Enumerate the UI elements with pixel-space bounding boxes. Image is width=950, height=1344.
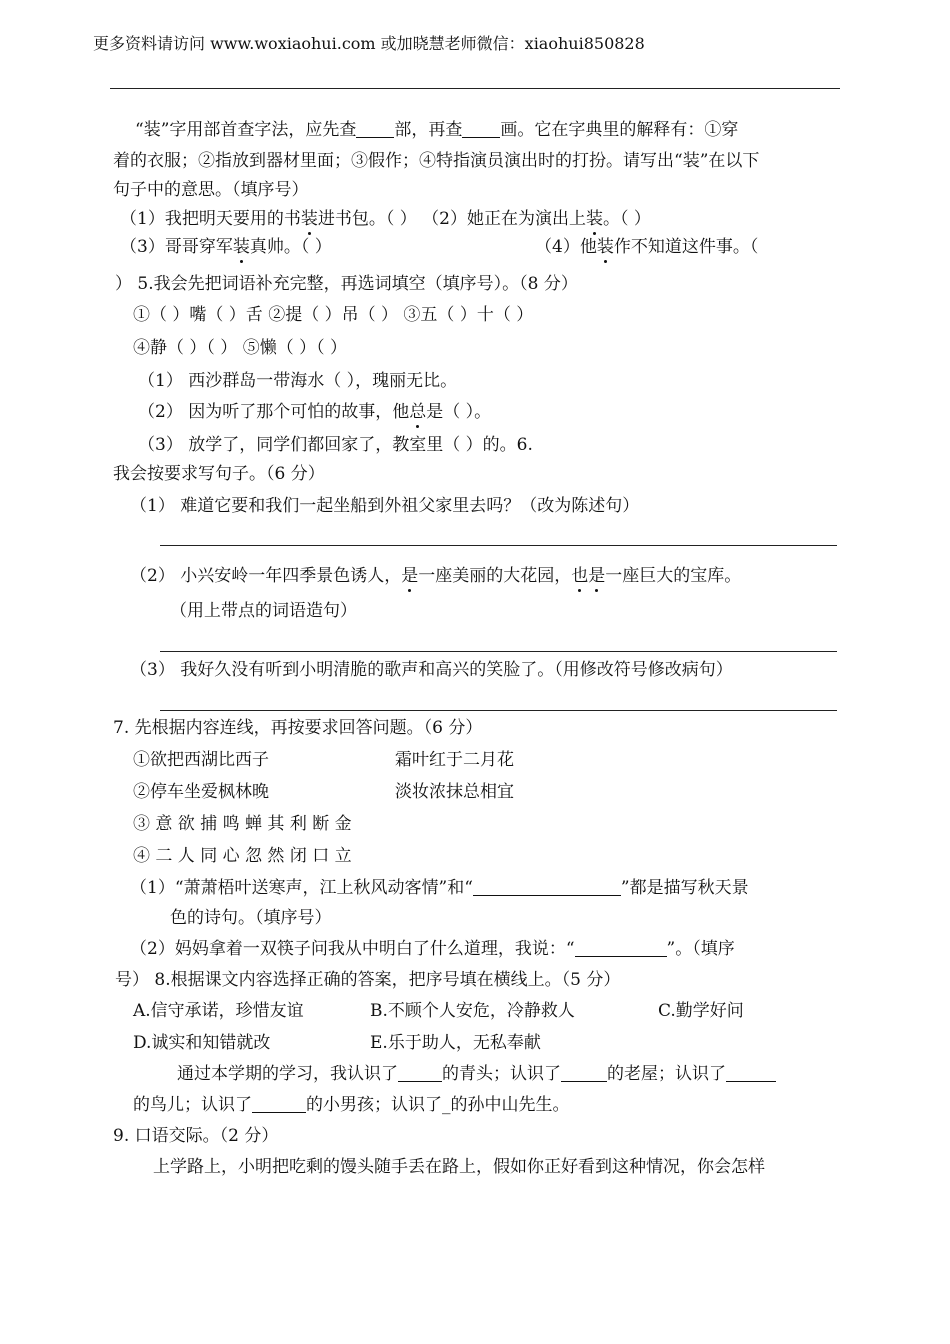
q7-q1-blank[interactable] <box>473 878 621 896</box>
q8-option-d: D.诚实和知错就改 <box>133 1033 271 1053</box>
q7-question-2 <box>130 938 735 960</box>
q4-s1-dotted-char: 装 <box>300 209 318 229</box>
q8-p1-text-c: 的老屋；认识了 <box>607 1064 726 1084</box>
q7-row-4: ④ 二 人 同 心 忽 然 闭 口 立 <box>133 846 352 866</box>
q7-title: 7. 先根据内容连线，再按要求回答问题。（6 分） <box>113 718 483 738</box>
q4-s3-text: （3）哥哥穿军 <box>120 237 233 257</box>
q6-answer-line-3[interactable] <box>160 710 837 711</box>
q4-s2-tail: 。（ ） <box>602 209 651 229</box>
q5-sentence-1: （1） 西沙群岛一带海水（ ），瑰丽无比。 <box>138 371 458 391</box>
q4-s4-tail: 作不知道这件事。（ <box>613 237 759 257</box>
q7-left-1[interactable]: ①欲把西湖比西子 <box>133 750 269 770</box>
q9-paragraph: 上学路上，小明把吃剩的馒头随手丢在路上，假如你正好看到这种情况，你会怎样 <box>153 1157 765 1177</box>
q5-words-2: ④静（ ）（ ） ⑤懒（ ）（ ） <box>133 338 348 358</box>
q6-title: 我会按要求写句子。（6 分） <box>113 464 325 484</box>
q4-s3-tail: 真帅。（ ） <box>249 237 332 257</box>
q4-blank-radical[interactable] <box>356 120 394 138</box>
q6-answer-line-1[interactable] <box>160 545 837 546</box>
q8-passage-2 <box>133 1094 570 1116</box>
q8-title: 号） 8.根据课文内容选择正确的答案，把序号填在横线上。（5 分） <box>115 970 621 990</box>
q6-s2-text-a: （2） 小兴安岭一年四季景色诱人， <box>130 566 402 586</box>
q8-passage-1 <box>177 1063 776 1085</box>
q7-question-1-cont: 色的诗句。（填序号） <box>170 908 332 928</box>
q4-s4-dotted-char: 装 <box>596 237 614 257</box>
q4-blank-strokes[interactable] <box>462 120 500 138</box>
q8-blank-4[interactable] <box>252 1095 306 1113</box>
q7-row-3: ③ 意 欲 捕 鸣 蝉 其 利 断 金 <box>133 814 352 834</box>
q6-s2-text-b: 一座美丽的大花园， <box>418 566 572 586</box>
q8-option-b: B.不顾个人安危，冷静救人 <box>370 1001 575 1021</box>
q6-sentence-1: （1） 难道它要和我们一起坐船到外祖父家里去吗？（改为陈述句） <box>130 496 640 516</box>
q5-s2-tail: 是（ ）。 <box>426 402 492 422</box>
q7-q2-tail: ”。（填序 <box>666 939 735 959</box>
q8-blank-1[interactable] <box>398 1064 442 1082</box>
q4-intro-text-b: 部，再查 <box>394 120 463 140</box>
q5-sentence-2 <box>138 401 491 423</box>
q8-option-c: C.勤学好问 <box>658 1001 744 1021</box>
q5-title: ） 5.我会先把词语补充完整，再选词填空（填序号）。（8 分） <box>115 274 578 294</box>
q6-s2-dotted-1: 是 <box>401 566 419 586</box>
q4-sentence-1-2 <box>120 208 651 230</box>
q6-s2-dotted-3: 是 <box>588 566 606 586</box>
q8-option-e: E.乐于助人，无私奉献 <box>370 1033 541 1053</box>
q4-intro <box>135 119 738 141</box>
q5-words-1: ①（ ）嘴（ ）舌 ②提（ ）吊（ ） ③五（ ）十（ ） <box>133 305 534 325</box>
q7-right-1[interactable]: 霜叶红于二月花 <box>395 750 514 770</box>
q6-sentence-3: （3） 我好久没有听到小明清脆的歌声和高兴的笑脸了。（用修改符号修改病句） <box>130 660 733 680</box>
q4-sentence-4 <box>535 236 758 258</box>
q4-s2-text: 进书包。（ ） （2）她正在为演出上 <box>317 209 586 229</box>
q8-p2-text-b: 的小男孩；认识了_的孙中山先生。 <box>306 1095 570 1115</box>
q7-question-1 <box>130 877 749 899</box>
q8-blank-2[interactable] <box>561 1064 607 1082</box>
q5-s2-dotted-char: 总 <box>409 402 427 422</box>
q5-sentence-3: （3） 放学了，同学们都回家了，教室里（ ）的。6. <box>138 435 533 455</box>
q4-sentence-3 <box>120 236 332 258</box>
q7-left-2[interactable]: ②停车坐爱枫林晚 <box>133 782 269 802</box>
q7-q2-blank[interactable] <box>575 939 667 957</box>
q8-blank-3[interactable] <box>726 1064 776 1082</box>
q7-right-2[interactable]: 淡妆浓抹总相宜 <box>395 782 514 802</box>
q4-s2-dotted-char: 装 <box>585 209 603 229</box>
q4-s3-dotted-char: 装 <box>232 237 250 257</box>
q4-line2: 着的衣服；②指放到器材里面；③假作；④特指演员演出时的打扮。请写出“装”在以下 <box>113 151 760 171</box>
q7-q2-text: （2）妈妈拿着一双筷子问我从中明白了什么道理，我说：“ <box>130 939 575 959</box>
q4-intro-text-a: “装”字用部首查字法，应先查 <box>135 120 357 140</box>
q6-sentence-2-note: （用上带点的词语造句） <box>170 601 357 621</box>
q4-intro-text-c: 画。它在字典里的解释有：①穿 <box>500 120 739 140</box>
q7-q1-text: （1）“萧萧梧叶送寒声，江上秋风动客情”和“ <box>130 878 473 898</box>
q4-s1-text: （1）我把明天要用的书 <box>120 209 301 229</box>
q4-s4-text: （4）他 <box>535 237 597 257</box>
q8-p1-text-b: 的青头；认识了 <box>442 1064 561 1084</box>
header-rule <box>110 88 840 89</box>
q8-option-a: A.信守承诺，珍惜友谊 <box>133 1001 304 1021</box>
q6-s2-text-c: 一座巨大的宝库。 <box>605 566 742 586</box>
q7-q1-tail: ”都是描写秋天景 <box>620 878 749 898</box>
q5-s2-text: （2） 因为听了那个可怕的故事，他 <box>138 402 410 422</box>
page-header: 更多资料请访问 www.woxiaohui.com 或加晓慧老师微信：xiaohui850828 <box>93 34 645 53</box>
q8-p1-text-a: 通过本学期的学习，我认识了 <box>177 1064 398 1084</box>
q8-p2-text-a: 的鸟儿；认识了 <box>133 1095 252 1115</box>
q4-line3: 句子中的意思。（填序号） <box>113 180 309 200</box>
q6-answer-line-2[interactable] <box>160 651 837 652</box>
q6-sentence-2 <box>130 565 741 587</box>
q6-s2-dotted-2: 也 <box>571 566 589 586</box>
q9-title: 9. 口语交际。（2 分） <box>113 1126 279 1146</box>
